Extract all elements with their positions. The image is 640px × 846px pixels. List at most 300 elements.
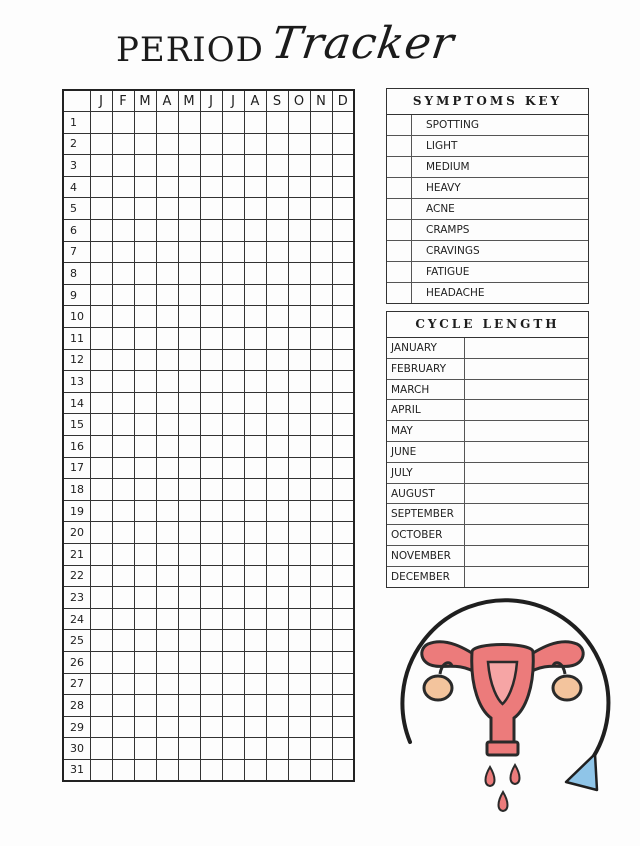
tracker-cell[interactable] — [112, 176, 134, 198]
tracker-cell[interactable] — [200, 176, 222, 198]
tracker-cell[interactable] — [112, 716, 134, 738]
tracker-cell[interactable] — [156, 436, 178, 458]
tracker-cell[interactable] — [288, 587, 310, 609]
tracker-cell[interactable] — [90, 392, 112, 414]
cycle-length-value[interactable] — [465, 421, 588, 441]
cycle-length-value[interactable] — [465, 546, 588, 566]
tracker-cell[interactable] — [332, 651, 354, 673]
tracker-cell[interactable] — [332, 522, 354, 544]
tracker-cell[interactable] — [156, 284, 178, 306]
tracker-cell[interactable] — [112, 543, 134, 565]
tracker-cell[interactable] — [156, 457, 178, 479]
tracker-cell[interactable] — [310, 738, 332, 760]
tracker-cell[interactable] — [266, 651, 288, 673]
tracker-cell[interactable] — [134, 500, 156, 522]
tracker-cell[interactable] — [288, 306, 310, 328]
tracker-cell[interactable] — [156, 112, 178, 134]
tracker-cell[interactable] — [310, 112, 332, 134]
tracker-cell[interactable] — [288, 759, 310, 781]
tracker-cell[interactable] — [222, 651, 244, 673]
tracker-cell[interactable] — [90, 349, 112, 371]
tracker-cell[interactable] — [222, 263, 244, 285]
tracker-cell[interactable] — [244, 414, 266, 436]
cycle-length-value[interactable] — [465, 338, 588, 358]
tracker-cell[interactable] — [112, 630, 134, 652]
tracker-cell[interactable] — [332, 543, 354, 565]
tracker-cell[interactable] — [266, 673, 288, 695]
cycle-length-value[interactable] — [465, 359, 588, 379]
tracker-cell[interactable] — [332, 479, 354, 501]
tracker-cell[interactable] — [244, 263, 266, 285]
tracker-cell[interactable] — [332, 220, 354, 242]
tracker-cell[interactable] — [156, 198, 178, 220]
tracker-cell[interactable] — [288, 328, 310, 350]
tracker-cell[interactable] — [178, 759, 200, 781]
tracker-cell[interactable] — [266, 176, 288, 198]
tracker-cell[interactable] — [244, 608, 266, 630]
tracker-cell[interactable] — [178, 328, 200, 350]
tracker-cell[interactable] — [332, 198, 354, 220]
tracker-cell[interactable] — [244, 500, 266, 522]
tracker-cell[interactable] — [156, 263, 178, 285]
tracker-cell[interactable] — [222, 759, 244, 781]
tracker-cell[interactable] — [156, 241, 178, 263]
tracker-cell[interactable] — [310, 371, 332, 393]
tracker-cell[interactable] — [266, 479, 288, 501]
tracker-cell[interactable] — [244, 112, 266, 134]
tracker-cell[interactable] — [266, 263, 288, 285]
tracker-cell[interactable] — [200, 673, 222, 695]
tracker-cell[interactable] — [332, 133, 354, 155]
tracker-cell[interactable] — [222, 176, 244, 198]
tracker-cell[interactable] — [112, 522, 134, 544]
tracker-cell[interactable] — [266, 414, 288, 436]
tracker-cell[interactable] — [222, 112, 244, 134]
tracker-cell[interactable] — [288, 198, 310, 220]
tracker-cell[interactable] — [288, 414, 310, 436]
tracker-cell[interactable] — [266, 543, 288, 565]
tracker-cell[interactable] — [112, 673, 134, 695]
tracker-cell[interactable] — [178, 630, 200, 652]
symptom-color-box[interactable] — [387, 178, 412, 198]
tracker-cell[interactable] — [244, 155, 266, 177]
tracker-cell[interactable] — [134, 263, 156, 285]
tracker-cell[interactable] — [332, 392, 354, 414]
tracker-cell[interactable] — [90, 587, 112, 609]
tracker-cell[interactable] — [266, 457, 288, 479]
tracker-cell[interactable] — [310, 587, 332, 609]
tracker-cell[interactable] — [332, 155, 354, 177]
tracker-cell[interactable] — [90, 198, 112, 220]
tracker-cell[interactable] — [266, 630, 288, 652]
tracker-cell[interactable] — [90, 284, 112, 306]
tracker-cell[interactable] — [156, 392, 178, 414]
tracker-cell[interactable] — [310, 328, 332, 350]
cycle-length-value[interactable] — [465, 463, 588, 483]
tracker-cell[interactable] — [244, 543, 266, 565]
tracker-cell[interactable] — [222, 241, 244, 263]
tracker-cell[interactable] — [244, 673, 266, 695]
tracker-cell[interactable] — [90, 176, 112, 198]
tracker-cell[interactable] — [222, 716, 244, 738]
tracker-cell[interactable] — [178, 133, 200, 155]
tracker-cell[interactable] — [112, 457, 134, 479]
tracker-cell[interactable] — [266, 328, 288, 350]
tracker-cell[interactable] — [200, 608, 222, 630]
tracker-cell[interactable] — [222, 436, 244, 458]
tracker-cell[interactable] — [266, 198, 288, 220]
symptom-color-box[interactable] — [387, 241, 412, 261]
tracker-cell[interactable] — [200, 241, 222, 263]
tracker-cell[interactable] — [134, 716, 156, 738]
tracker-cell[interactable] — [222, 392, 244, 414]
tracker-cell[interactable] — [288, 608, 310, 630]
tracker-cell[interactable] — [90, 651, 112, 673]
tracker-cell[interactable] — [90, 241, 112, 263]
tracker-cell[interactable] — [90, 112, 112, 134]
tracker-cell[interactable] — [244, 738, 266, 760]
tracker-cell[interactable] — [266, 608, 288, 630]
tracker-cell[interactable] — [90, 306, 112, 328]
tracker-cell[interactable] — [332, 414, 354, 436]
tracker-cell[interactable] — [134, 155, 156, 177]
tracker-cell[interactable] — [266, 587, 288, 609]
tracker-cell[interactable] — [112, 759, 134, 781]
tracker-cell[interactable] — [310, 651, 332, 673]
tracker-cell[interactable] — [310, 306, 332, 328]
tracker-cell[interactable] — [200, 522, 222, 544]
tracker-cell[interactable] — [156, 587, 178, 609]
tracker-cell[interactable] — [156, 630, 178, 652]
tracker-cell[interactable] — [244, 587, 266, 609]
tracker-cell[interactable] — [134, 673, 156, 695]
tracker-cell[interactable] — [310, 759, 332, 781]
tracker-cell[interactable] — [90, 220, 112, 242]
tracker-cell[interactable] — [178, 716, 200, 738]
tracker-cell[interactable] — [112, 436, 134, 458]
tracker-cell[interactable] — [200, 306, 222, 328]
tracker-cell[interactable] — [134, 630, 156, 652]
tracker-cell[interactable] — [156, 500, 178, 522]
cycle-length-value[interactable] — [465, 380, 588, 400]
tracker-cell[interactable] — [288, 479, 310, 501]
tracker-cell[interactable] — [112, 220, 134, 242]
tracker-cell[interactable] — [244, 565, 266, 587]
tracker-cell[interactable] — [178, 543, 200, 565]
tracker-cell[interactable] — [288, 241, 310, 263]
tracker-cell[interactable] — [178, 738, 200, 760]
tracker-cell[interactable] — [90, 328, 112, 350]
tracker-cell[interactable] — [332, 176, 354, 198]
tracker-cell[interactable] — [332, 608, 354, 630]
tracker-cell[interactable] — [288, 673, 310, 695]
tracker-cell[interactable] — [310, 436, 332, 458]
tracker-cell[interactable] — [112, 500, 134, 522]
tracker-cell[interactable] — [266, 436, 288, 458]
tracker-cell[interactable] — [134, 176, 156, 198]
cycle-length-value[interactable] — [465, 442, 588, 462]
tracker-cell[interactable] — [310, 414, 332, 436]
tracker-cell[interactable] — [222, 371, 244, 393]
tracker-cell[interactable] — [134, 457, 156, 479]
tracker-cell[interactable] — [178, 284, 200, 306]
tracker-cell[interactable] — [156, 414, 178, 436]
tracker-cell[interactable] — [244, 220, 266, 242]
tracker-cell[interactable] — [222, 284, 244, 306]
tracker-cell[interactable] — [134, 759, 156, 781]
tracker-cell[interactable] — [178, 414, 200, 436]
tracker-cell[interactable] — [90, 695, 112, 717]
tracker-cell[interactable] — [288, 543, 310, 565]
tracker-cell[interactable] — [244, 759, 266, 781]
tracker-cell[interactable] — [156, 565, 178, 587]
tracker-cell[interactable] — [90, 479, 112, 501]
tracker-cell[interactable] — [200, 457, 222, 479]
tracker-cell[interactable] — [134, 543, 156, 565]
tracker-cell[interactable] — [244, 457, 266, 479]
tracker-cell[interactable] — [178, 436, 200, 458]
tracker-cell[interactable] — [222, 349, 244, 371]
tracker-cell[interactable] — [112, 695, 134, 717]
tracker-cell[interactable] — [332, 457, 354, 479]
tracker-cell[interactable] — [90, 263, 112, 285]
tracker-cell[interactable] — [112, 608, 134, 630]
tracker-cell[interactable] — [310, 392, 332, 414]
tracker-cell[interactable] — [222, 220, 244, 242]
tracker-cell[interactable] — [134, 220, 156, 242]
tracker-cell[interactable] — [222, 306, 244, 328]
tracker-cell[interactable] — [266, 695, 288, 717]
symptom-color-box[interactable] — [387, 283, 412, 303]
tracker-cell[interactable] — [222, 479, 244, 501]
tracker-cell[interactable] — [200, 543, 222, 565]
tracker-cell[interactable] — [112, 263, 134, 285]
tracker-cell[interactable] — [200, 263, 222, 285]
tracker-cell[interactable] — [156, 673, 178, 695]
tracker-cell[interactable] — [310, 630, 332, 652]
tracker-cell[interactable] — [266, 738, 288, 760]
tracker-cell[interactable] — [288, 716, 310, 738]
tracker-cell[interactable] — [244, 284, 266, 306]
tracker-cell[interactable] — [112, 133, 134, 155]
tracker-cell[interactable] — [178, 479, 200, 501]
tracker-cell[interactable] — [178, 608, 200, 630]
tracker-cell[interactable] — [310, 695, 332, 717]
tracker-cell[interactable] — [178, 651, 200, 673]
tracker-cell[interactable] — [288, 349, 310, 371]
tracker-cell[interactable] — [244, 479, 266, 501]
tracker-cell[interactable] — [288, 133, 310, 155]
tracker-cell[interactable] — [310, 155, 332, 177]
tracker-cell[interactable] — [310, 220, 332, 242]
tracker-cell[interactable] — [200, 349, 222, 371]
tracker-cell[interactable] — [112, 479, 134, 501]
tracker-cell[interactable] — [112, 306, 134, 328]
tracker-cell[interactable] — [156, 608, 178, 630]
tracker-cell[interactable] — [112, 565, 134, 587]
tracker-cell[interactable] — [332, 263, 354, 285]
tracker-cell[interactable] — [332, 436, 354, 458]
tracker-cell[interactable] — [134, 738, 156, 760]
tracker-cell[interactable] — [112, 284, 134, 306]
tracker-cell[interactable] — [134, 284, 156, 306]
tracker-cell[interactable] — [310, 479, 332, 501]
tracker-cell[interactable] — [310, 241, 332, 263]
tracker-cell[interactable] — [90, 414, 112, 436]
tracker-cell[interactable] — [112, 392, 134, 414]
tracker-cell[interactable] — [90, 371, 112, 393]
symptom-color-box[interactable] — [387, 199, 412, 219]
tracker-cell[interactable] — [244, 392, 266, 414]
tracker-cell[interactable] — [200, 565, 222, 587]
symptom-color-box[interactable] — [387, 262, 412, 282]
tracker-cell[interactable] — [178, 112, 200, 134]
tracker-cell[interactable] — [200, 500, 222, 522]
tracker-cell[interactable] — [156, 695, 178, 717]
tracker-cell[interactable] — [244, 306, 266, 328]
tracker-cell[interactable] — [266, 500, 288, 522]
tracker-cell[interactable] — [244, 695, 266, 717]
tracker-cell[interactable] — [310, 522, 332, 544]
tracker-cell[interactable] — [134, 349, 156, 371]
tracker-cell[interactable] — [244, 328, 266, 350]
tracker-cell[interactable] — [200, 630, 222, 652]
tracker-cell[interactable] — [156, 328, 178, 350]
tracker-cell[interactable] — [266, 759, 288, 781]
tracker-cell[interactable] — [200, 716, 222, 738]
tracker-cell[interactable] — [244, 716, 266, 738]
tracker-cell[interactable] — [266, 220, 288, 242]
tracker-cell[interactable] — [310, 284, 332, 306]
tracker-cell[interactable] — [134, 306, 156, 328]
tracker-cell[interactable] — [332, 587, 354, 609]
tracker-cell[interactable] — [178, 176, 200, 198]
tracker-cell[interactable] — [288, 457, 310, 479]
tracker-cell[interactable] — [178, 500, 200, 522]
tracker-cell[interactable] — [288, 738, 310, 760]
tracker-cell[interactable] — [156, 155, 178, 177]
tracker-cell[interactable] — [222, 522, 244, 544]
tracker-cell[interactable] — [222, 587, 244, 609]
tracker-cell[interactable] — [200, 220, 222, 242]
tracker-cell[interactable] — [288, 155, 310, 177]
tracker-cell[interactable] — [288, 263, 310, 285]
tracker-cell[interactable] — [134, 133, 156, 155]
tracker-cell[interactable] — [178, 198, 200, 220]
tracker-cell[interactable] — [178, 263, 200, 285]
tracker-cell[interactable] — [288, 371, 310, 393]
tracker-cell[interactable] — [332, 630, 354, 652]
tracker-cell[interactable] — [134, 651, 156, 673]
tracker-cell[interactable] — [222, 155, 244, 177]
tracker-cell[interactable] — [222, 630, 244, 652]
tracker-cell[interactable] — [178, 457, 200, 479]
tracker-cell[interactable] — [178, 220, 200, 242]
tracker-cell[interactable] — [288, 220, 310, 242]
tracker-cell[interactable] — [156, 479, 178, 501]
tracker-cell[interactable] — [156, 371, 178, 393]
tracker-cell[interactable] — [310, 543, 332, 565]
tracker-cell[interactable] — [288, 284, 310, 306]
tracker-cell[interactable] — [222, 673, 244, 695]
symptom-color-box[interactable] — [387, 157, 412, 177]
tracker-cell[interactable] — [310, 565, 332, 587]
tracker-cell[interactable] — [156, 220, 178, 242]
tracker-cell[interactable] — [266, 349, 288, 371]
cycle-length-value[interactable] — [465, 567, 588, 587]
tracker-cell[interactable] — [90, 759, 112, 781]
tracker-cell[interactable] — [222, 543, 244, 565]
tracker-cell[interactable] — [134, 371, 156, 393]
tracker-cell[interactable] — [222, 414, 244, 436]
tracker-cell[interactable] — [332, 716, 354, 738]
tracker-cell[interactable] — [200, 759, 222, 781]
tracker-cell[interactable] — [112, 349, 134, 371]
tracker-cell[interactable] — [134, 436, 156, 458]
tracker-cell[interactable] — [288, 522, 310, 544]
tracker-cell[interactable] — [244, 436, 266, 458]
tracker-cell[interactable] — [332, 241, 354, 263]
tracker-cell[interactable] — [178, 673, 200, 695]
tracker-cell[interactable] — [112, 738, 134, 760]
tracker-cell[interactable] — [112, 241, 134, 263]
tracker-cell[interactable] — [332, 328, 354, 350]
tracker-cell[interactable] — [266, 565, 288, 587]
tracker-cell[interactable] — [178, 155, 200, 177]
tracker-cell[interactable] — [134, 328, 156, 350]
tracker-cell[interactable] — [244, 651, 266, 673]
tracker-cell[interactable] — [244, 176, 266, 198]
tracker-cell[interactable] — [266, 155, 288, 177]
tracker-cell[interactable] — [266, 371, 288, 393]
tracker-cell[interactable] — [112, 328, 134, 350]
tracker-cell[interactable] — [156, 522, 178, 544]
tracker-cell[interactable] — [200, 112, 222, 134]
tracker-cell[interactable] — [266, 133, 288, 155]
tracker-cell[interactable] — [134, 241, 156, 263]
symptom-color-box[interactable] — [387, 136, 412, 156]
tracker-cell[interactable] — [200, 155, 222, 177]
tracker-cell[interactable] — [134, 479, 156, 501]
tracker-cell[interactable] — [222, 608, 244, 630]
tracker-cell[interactable] — [200, 371, 222, 393]
tracker-cell[interactable] — [332, 738, 354, 760]
tracker-cell[interactable] — [112, 587, 134, 609]
tracker-cell[interactable] — [310, 133, 332, 155]
tracker-cell[interactable] — [90, 457, 112, 479]
tracker-cell[interactable] — [200, 414, 222, 436]
tracker-cell[interactable] — [200, 133, 222, 155]
tracker-cell[interactable] — [90, 155, 112, 177]
tracker-cell[interactable] — [112, 112, 134, 134]
tracker-cell[interactable] — [310, 457, 332, 479]
tracker-cell[interactable] — [244, 133, 266, 155]
tracker-cell[interactable] — [156, 759, 178, 781]
cycle-length-value[interactable] — [465, 504, 588, 524]
symptom-color-box[interactable] — [387, 115, 412, 135]
tracker-cell[interactable] — [310, 263, 332, 285]
tracker-cell[interactable] — [222, 738, 244, 760]
tracker-cell[interactable] — [156, 716, 178, 738]
tracker-cell[interactable] — [112, 371, 134, 393]
tracker-cell[interactable] — [90, 522, 112, 544]
tracker-cell[interactable] — [178, 587, 200, 609]
tracker-cell[interactable] — [266, 241, 288, 263]
tracker-cell[interactable] — [90, 716, 112, 738]
tracker-cell[interactable] — [222, 695, 244, 717]
tracker-cell[interactable] — [178, 695, 200, 717]
tracker-cell[interactable] — [266, 112, 288, 134]
